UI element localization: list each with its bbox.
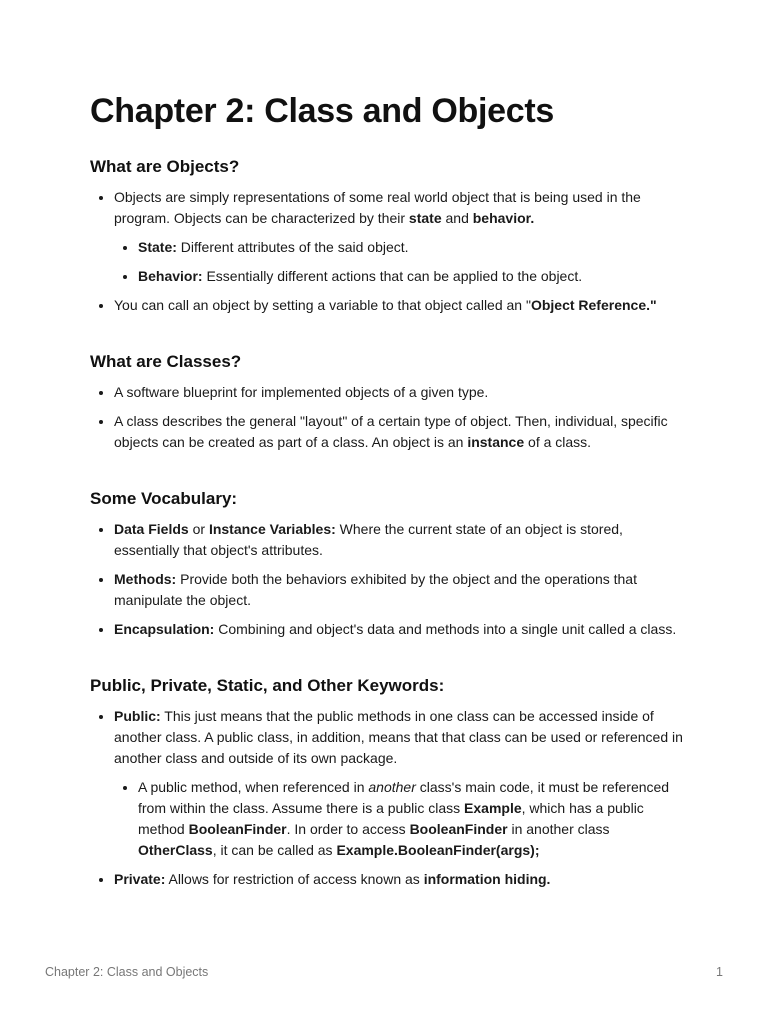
footer-title: Chapter 2: Class and Objects: [45, 965, 209, 979]
list-item: Objects are simply representations of some real world object that is being used in the program. Objects can be characterized by their state and behavior. State: Different attributes of the said object. Behavior: Essentially different actions that can be applied to the object.: [90, 187, 690, 287]
section-heading: What are Classes?: [90, 352, 242, 371]
sub-bullet-list: [114, 237, 690, 287]
section-objects: [90, 157, 690, 316]
bullet-list: [90, 519, 690, 640]
list-item: Encapsulation: Combining and object's data and methods into a single unit called a class.: [90, 619, 690, 640]
list-item: A software blueprint for implemented objects of a given type.: [90, 382, 690, 403]
document-page: [90, 92, 690, 898]
list-item: State: Different attributes of the said object.: [114, 237, 690, 258]
section-heading: What are Objects?: [90, 157, 240, 176]
section-vocabulary: [90, 489, 690, 640]
bullet-list: [90, 187, 690, 316]
bullet-list: [90, 382, 690, 453]
list-item: Behavior: Essentially different actions that can be applied to the object.: [114, 266, 690, 287]
section-heading: Some Vocabulary:: [90, 489, 238, 508]
list-item: Private: Allows for restriction of access known as information hiding.: [90, 869, 690, 890]
section-keywords: [90, 676, 690, 890]
list-item: Methods: Provide both the behaviors exhibited by the object and the operations that manipulate the object.: [90, 569, 690, 611]
bullet-list: [90, 706, 690, 890]
page-title: Chapter 2: Class and Objects: [90, 92, 554, 130]
list-item: A class describes the general "layout" of a certain type of object. Then, individual, specific objects can be created as part of a class. An object is an instance of a class.: [90, 411, 690, 453]
sub-bullet-list: [114, 777, 690, 861]
list-item: A public method, when referenced in another class's main code, it must be referenced from within the class. Assume there is a public class Example, which has a public method BooleanFinder. In order to access BooleanFinder in another class OtherClass, it can be called as Example.BooleanFinder(args);: [114, 777, 690, 861]
section-classes: [90, 352, 690, 453]
list-item: Data Fields or Instance Variables: Where the current state of an object is stored, essentially that object's attributes.: [90, 519, 690, 561]
list-item: You can call an object by setting a variable to that object called an "Object Reference.": [90, 295, 690, 316]
list-item: Public: This just means that the public methods in one class can be accessed inside of another class. A public class, in addition, means that that class can be used or referenced in another class and outside of its own package. A public method, when referenced in another class's main code, it must be referenced from within the class. Assume there is a public class Example, which has a public method BooleanFinder. In order to access BooleanFinder in another class OtherClass, it can be called as Example.BooleanFinder(args);: [90, 706, 690, 861]
page-number: 1: [716, 965, 723, 979]
section-heading: Public, Private, Static, and Other Keywords:: [90, 676, 445, 695]
